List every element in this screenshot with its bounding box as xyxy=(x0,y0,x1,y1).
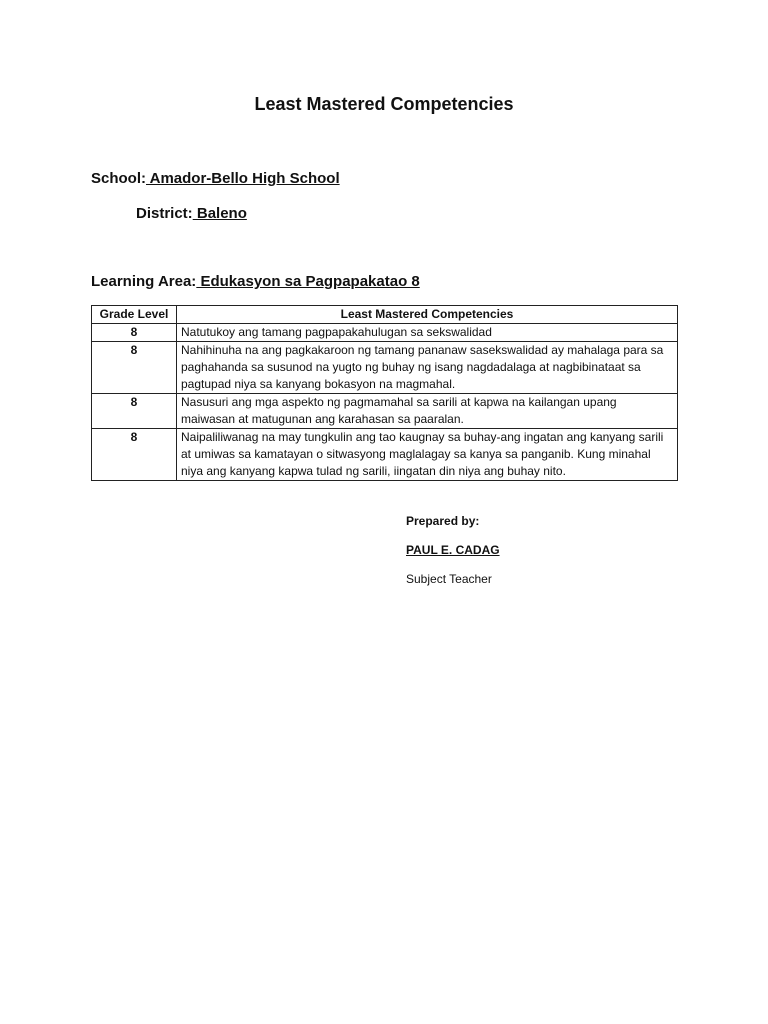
competency-cell: Natutukoy ang tamang pagpapakahulugan sa sekswalidad xyxy=(177,324,678,342)
district-label: District: xyxy=(136,205,193,222)
grade-cell: 8 xyxy=(92,429,177,481)
school-label: School: xyxy=(91,170,146,187)
learning-area-field xyxy=(91,273,420,290)
school-field xyxy=(91,170,340,187)
preparer-name: PAUL E. CADAG xyxy=(406,543,500,557)
competencies-table xyxy=(91,305,678,481)
competency-cell: Nasusuri ang mga aspekto ng pagmamahal sa sarili at kapwa na kailangan upang maiwasan at matugunan ang karahasan sa paaralan. xyxy=(177,394,678,429)
preparer-role: Subject Teacher xyxy=(406,572,492,586)
school-value: Amador-Bello High School xyxy=(146,170,340,187)
district-value: Baleno xyxy=(192,205,247,222)
competency-cell: Nahihinuha na ang pagkakaroon ng tamang pananaw sasekswalidad ay mahalaga para sa paghahanda sa susunod na yugto ng buhay ng isang nagdadalaga at nagbibinataat sa pagtupad niya sa kanyang bokasyon na magmahal. xyxy=(177,342,678,394)
learning-area-value: Edukasyon sa Pagpapakatao 8 xyxy=(196,273,420,290)
prepared-by-label: Prepared by: xyxy=(406,514,480,528)
competency-header: Least Mastered Competencies xyxy=(177,306,678,324)
table-row xyxy=(92,324,678,342)
table-row xyxy=(92,429,678,481)
grade-cell: 8 xyxy=(92,324,177,342)
table-row xyxy=(92,342,678,394)
grade-level-header: Grade Level xyxy=(92,306,177,324)
table-header-row xyxy=(92,306,678,324)
grade-cell: 8 xyxy=(92,394,177,429)
competency-cell: Naipaliliwanag na may tungkulin ang tao kaugnay sa buhay-ang ingatan ang kanyang sarili at umiwas sa kamatayan o sitwasyong maglalagay sa kanya sa panganib. Kung minahal niya ang kanyang kapwa tulad ng sarili, iingatan din niya ang buhay nito. xyxy=(177,429,678,481)
grade-cell: 8 xyxy=(92,342,177,394)
table-row xyxy=(92,394,678,429)
learning-area-label: Learning Area: xyxy=(91,273,197,290)
district-field xyxy=(136,205,247,222)
document-title: Least Mastered Competencies xyxy=(254,94,514,114)
